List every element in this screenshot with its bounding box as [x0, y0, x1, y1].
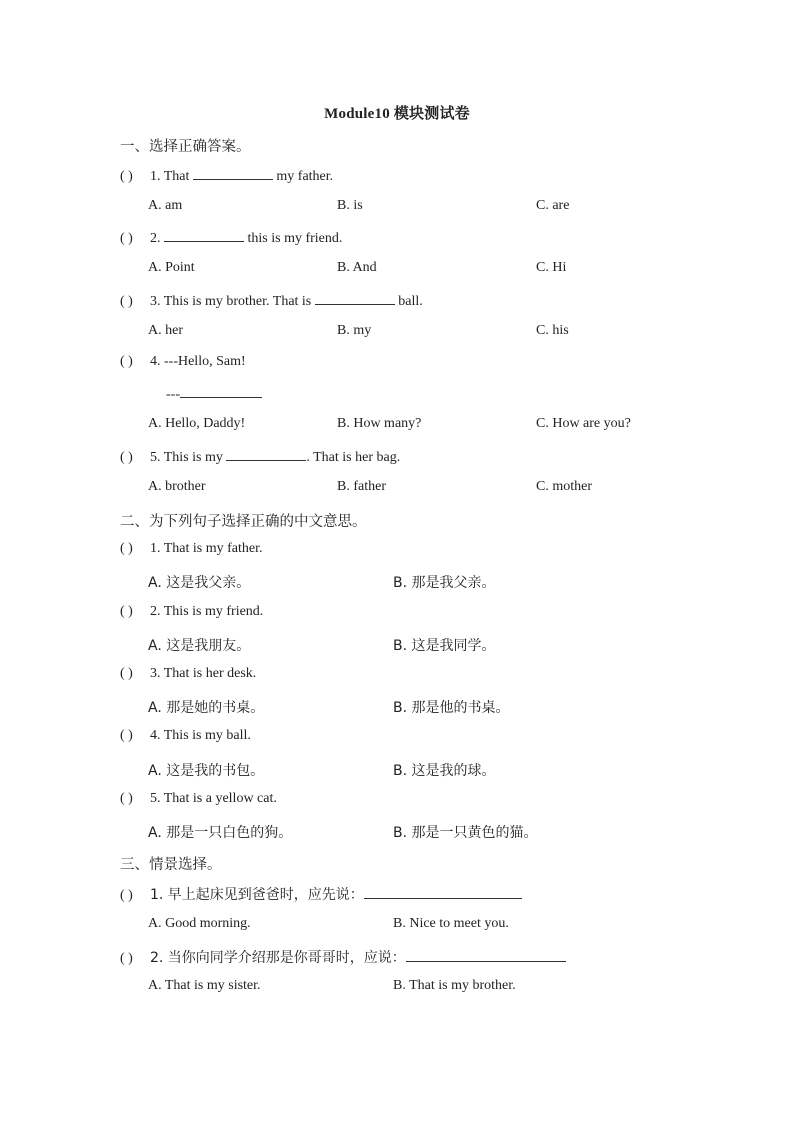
answer-blank[interactable] [315, 292, 395, 305]
s3-question-2 [120, 947, 566, 967]
s2-question-2 [120, 604, 263, 620]
option-c: C. How are you? [536, 416, 631, 431]
question-text: 1. That is my father. [150, 541, 263, 556]
answer-paren[interactable]: ( ) [120, 450, 133, 465]
option-b: B. How many? [337, 416, 422, 431]
answer-paren[interactable]: ( ) [120, 951, 133, 966]
option-b: B. 这是我同学。 [393, 638, 496, 654]
question-text: . That is her bag. [306, 450, 401, 465]
question-text: 3. That is her desk. [150, 666, 257, 681]
question-text: 4. ---Hello, Sam! [150, 354, 246, 369]
option-c: C. mother [536, 479, 592, 494]
question-text: 3. This is my brother. That is [150, 294, 315, 309]
question-text: ball. [394, 294, 423, 309]
option-a: A. am [148, 198, 183, 213]
section2-heading: 二、为下列句子选择正确的中文意思。 [120, 514, 367, 530]
answer-paren[interactable]: ( ) [120, 666, 133, 681]
s1-question-3 [120, 292, 423, 310]
answer-paren[interactable]: ( ) [120, 791, 133, 806]
answer-paren[interactable]: ( ) [120, 169, 133, 184]
question-text: 4. This is my ball. [150, 728, 251, 743]
option-a: A. 那是她的书桌。 [148, 700, 265, 716]
option-b: B. father [337, 479, 386, 494]
option-b: B. Nice to meet you. [393, 916, 509, 931]
answer-paren[interactable]: ( ) [120, 294, 133, 309]
question-text: 2. 当你向同学介绍那是你哥哥时，应说： [150, 950, 406, 966]
s2-question-1 [120, 541, 263, 557]
option-b: B. 这是我的球。 [393, 763, 496, 779]
option-a: A. Point [148, 260, 195, 275]
option-a: A. That is my sister. [148, 978, 261, 993]
answer-blank[interactable] [406, 949, 566, 962]
answer-blank[interactable] [180, 385, 262, 398]
s1-question-5 [120, 448, 400, 466]
answer-blank[interactable] [164, 229, 244, 242]
option-a: A. 这是我父亲。 [148, 575, 251, 591]
option-b: B. my [337, 323, 372, 338]
section1-heading: 一、选择正确答案。 [120, 139, 251, 155]
answer-paren[interactable]: ( ) [120, 541, 133, 556]
option-b: B. 那是一只黄色的猫。 [393, 825, 538, 841]
option-b: B. And [337, 260, 377, 275]
option-a: A. 那是一只白色的狗。 [148, 825, 293, 841]
answer-blank[interactable] [364, 886, 522, 899]
s1-question-1 [120, 167, 333, 185]
question-text: 1. 早上起床见到爸爸时，应先说： [150, 887, 364, 903]
question-text: 1. That [150, 169, 193, 184]
option-b: B. is [337, 198, 363, 213]
option-b: B. 那是我父亲。 [393, 575, 496, 591]
question-text: 5. That is a yellow cat. [150, 791, 277, 806]
option-c: C. are [536, 198, 570, 213]
s2-question-5 [120, 791, 277, 807]
option-a: A. 这是我朋友。 [148, 638, 251, 654]
reply-dashes: --- [166, 387, 180, 402]
option-b: B. That is my brother. [393, 978, 516, 993]
answer-paren[interactable]: ( ) [120, 728, 133, 743]
answer-paren[interactable]: ( ) [120, 354, 133, 369]
s1-question-4-reply [166, 385, 262, 403]
answer-paren[interactable]: ( ) [120, 231, 133, 246]
section3-heading: 三、情景选择。 [120, 857, 222, 873]
option-b: B. 那是他的书桌。 [393, 700, 510, 716]
answer-blank[interactable] [193, 167, 273, 180]
s2-question-4 [120, 728, 251, 744]
page-title: Module10 模块测试卷 [324, 106, 470, 122]
answer-paren[interactable]: ( ) [120, 604, 133, 619]
question-text: this is my friend. [244, 231, 343, 246]
s3-question-1 [120, 884, 522, 904]
option-c: C. Hi [536, 260, 567, 275]
question-text: 2. [150, 231, 164, 246]
option-a: A. brother [148, 479, 206, 494]
s1-question-4 [120, 354, 246, 370]
question-text: 5. This is my [150, 450, 227, 465]
answer-paren[interactable]: ( ) [120, 888, 133, 903]
option-a: A. her [148, 323, 183, 338]
s2-question-3 [120, 666, 256, 682]
question-text: 2. This is my friend. [150, 604, 264, 619]
answer-blank[interactable] [226, 448, 306, 461]
option-a: A. Hello, Daddy! [148, 416, 246, 431]
option-c: C. his [536, 323, 569, 338]
option-a: A. Good morning. [148, 916, 251, 931]
s1-question-2 [120, 229, 342, 247]
question-text: my father. [272, 169, 334, 184]
option-a: A. 这是我的书包。 [148, 763, 265, 779]
